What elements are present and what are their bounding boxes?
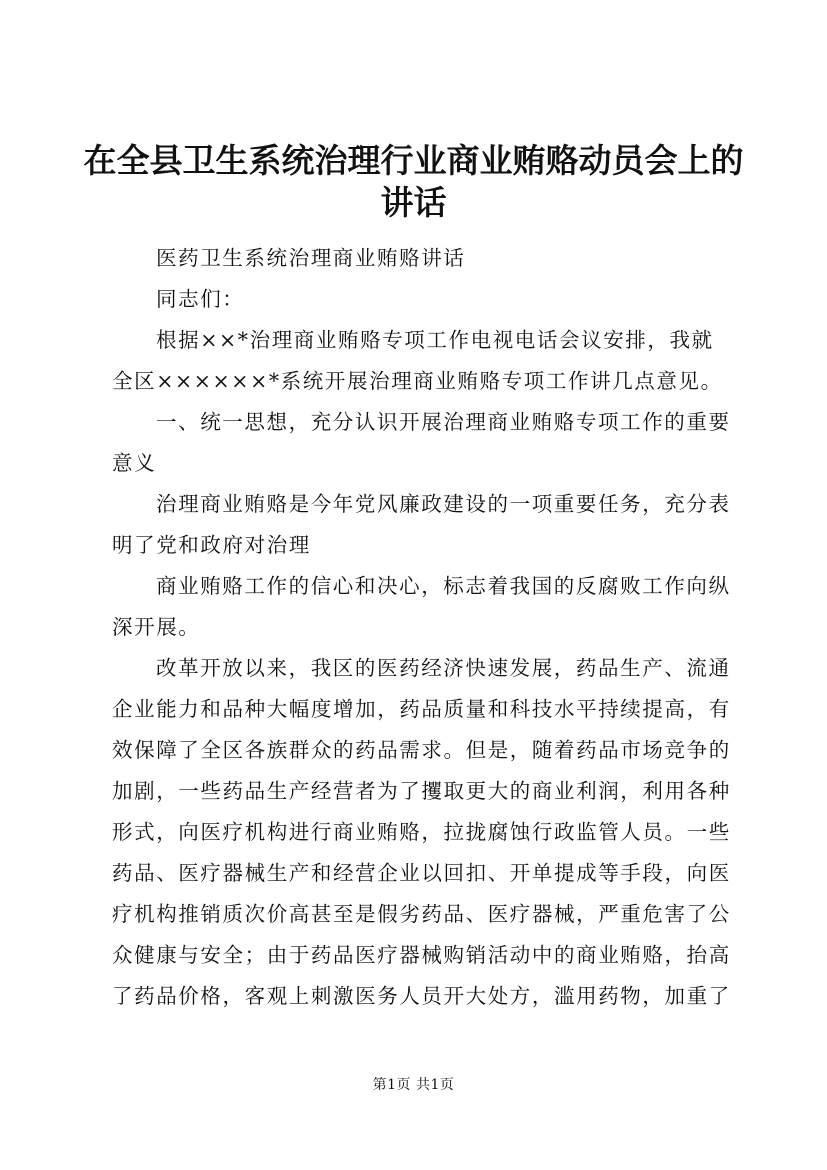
title-line: 讲话 <box>380 183 447 222</box>
body-line: 加剧，一些药品生产经营者为了攫取更大的商业利润，利用各种 <box>112 779 731 803</box>
page-footer: 第1页 共1页 <box>372 1077 455 1093</box>
body-line: 同志们： <box>156 287 245 311</box>
body-line: 治理商业贿赂是今年党风廉政建设的一项重要任务，充分表 <box>156 492 731 516</box>
document-body <box>112 238 731 1017</box>
document-title <box>70 140 757 224</box>
body-line: 一、统一思想，充分认识开展治理商业贿赂专项工作的重要 <box>156 410 731 434</box>
body-line: 疗机构推销质次价高甚至是假劣药品、医疗器械，严重危害了公 <box>112 902 731 926</box>
body-line: 医药卫生系统治理商业贿赂讲话 <box>156 246 466 270</box>
body-line: 了药品价格，客观上刺激医务人员开大处方，滥用药物，加重了 <box>112 984 731 1008</box>
body-line: 商业贿赂工作的信心和决心，标志着我国的反腐败工作向纵 <box>156 574 731 598</box>
body-line: 意义 <box>112 451 157 475</box>
body-line: 企业能力和品种大幅度增加，药品质量和科技水平持续提高，有 <box>112 697 731 721</box>
body-line: 全区××××××*系统开展治理商业贿赂专项工作讲几点意见。 <box>112 369 723 393</box>
body-line: 形式，向医疗机构进行商业贿赂，拉拢腐蚀行政监管人员。一些 <box>112 820 731 844</box>
body-line: 根据××*治理商业贿赂专项工作电视电话会议安排，我就 <box>156 328 714 352</box>
body-line: 明了党和政府对治理 <box>112 533 311 557</box>
body-line: 药品、医疗器械生产和经营企业以回扣、开单提成等手段，向医 <box>112 861 731 885</box>
body-line: 效保障了全区各族群众的药品需求。但是，随着药品市场竞争的 <box>112 738 731 762</box>
title-line: 在全县卫生系统治理行业商业贿赂动员会上的 <box>83 141 744 180</box>
body-line: 深开展。 <box>112 615 201 639</box>
body-line: 众健康与安全；由于药品医疗器械购销活动中的商业贿赂，抬高 <box>112 943 731 967</box>
body-line: 改革开放以来，我区的医药经济快速发展，药品生产、流通 <box>156 656 731 680</box>
